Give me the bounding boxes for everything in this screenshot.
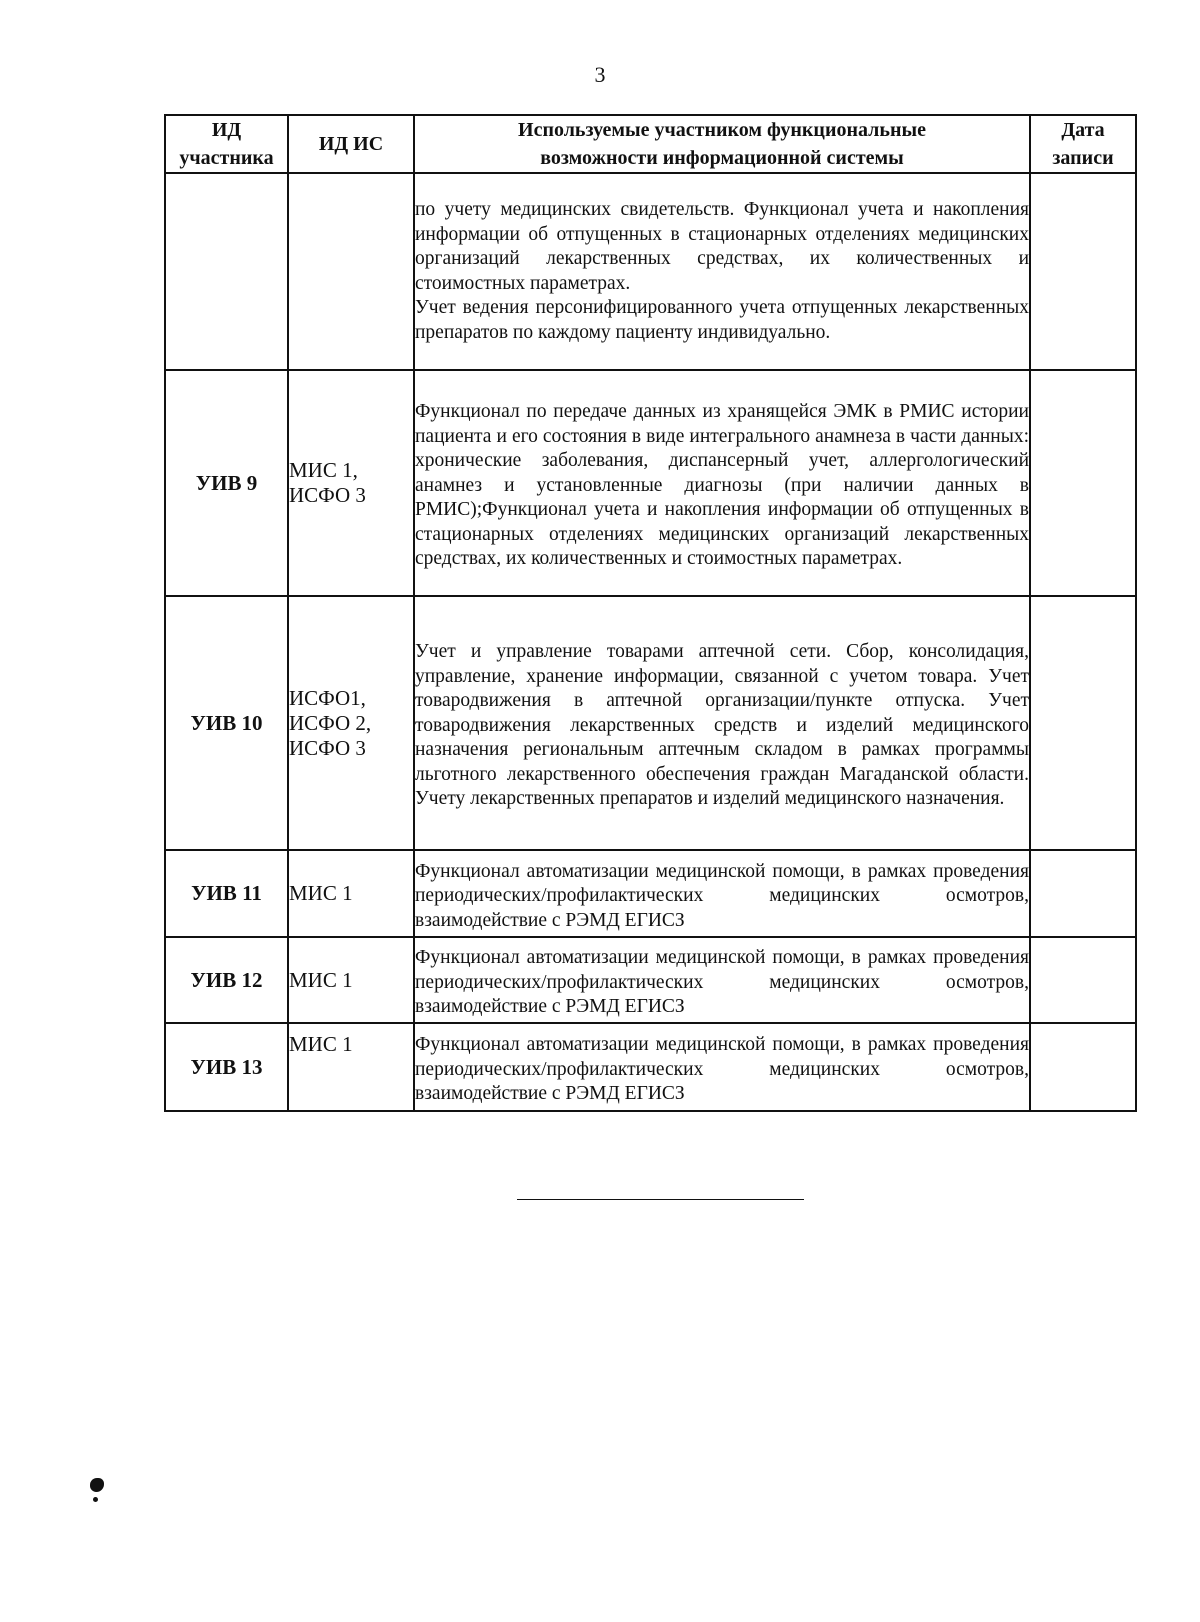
scan-speck <box>90 1478 104 1492</box>
functions-text: по учету медицинских свидетельств. Функционал учета и накопления информации об отпущенных в стационарных отделениях медицинских организаций лекарственных средствах, их количественных и стоимостных параметрах. <box>415 199 1029 294</box>
date-cell <box>1030 1023 1136 1111</box>
participant-id-cell: УИВ 9 <box>165 370 288 596</box>
participant-id-cell: УИВ 12 <box>165 937 288 1023</box>
date-cell <box>1030 370 1136 596</box>
table-row <box>165 937 1136 1023</box>
is-id-cell: ИСФО1, ИСФО 2, ИСФО 3 <box>288 596 414 850</box>
table-row <box>165 596 1136 850</box>
is-id-cell: МИС 1 <box>288 850 414 937</box>
header-functions: Используемые участником функциональные возможности информационной системы <box>414 115 1030 173</box>
table-row <box>165 370 1136 596</box>
functions-cell: Учет и управление товарами аптечной сети. Сбор, консолидация, управление, хранение информации, связанной с учетом товара. Учет товародвижения в аптечной организации/пункте отпуска. Учет товародвижения лекарственных средств и изделий медицинского назначения региональным аптечным складом в рамках программы льготного лекарственного обеспечения граждан Магаданской области. Учету лекарственных препаратов и изделий медицинского назначения. <box>414 596 1030 850</box>
functions-cell: Функционал автоматизации медицинской помощи, в рамках проведения периодических/профилактических медицинских осмотров, взаимодействие с РЭМД ЕГИСЗ <box>414 937 1030 1023</box>
participant-id-cell: УИВ 11 <box>165 850 288 937</box>
date-cell <box>1030 850 1136 937</box>
scan-speck-small <box>93 1497 98 1502</box>
participant-id-cell: УИВ 10 <box>165 596 288 850</box>
functions-cell <box>414 173 1030 370</box>
date-cell <box>1030 596 1136 850</box>
header-is-id: ИД ИС <box>288 115 414 173</box>
participants-table <box>164 114 1137 1112</box>
table-row <box>165 850 1136 937</box>
table-row <box>165 173 1136 370</box>
is-id-cell: МИС 1 <box>288 1023 414 1111</box>
is-id-cell <box>288 173 414 370</box>
page-number: 3 <box>594 62 606 87</box>
functions-cell: Функционал автоматизации медицинской помощи, в рамках проведения периодических/профилактических медицинских осмотров, взаимодействие с РЭМД ЕГИСЗ <box>414 1023 1030 1111</box>
functions-text-2: Учет ведения персонифицированного учета отпущенных лекарственных препаратов по каждому пациенту индивидуально. <box>415 297 1029 343</box>
date-cell <box>1030 937 1136 1023</box>
table-header-row <box>165 115 1136 173</box>
participant-id-cell <box>165 173 288 370</box>
functions-cell: Функционал по передаче данных из хранящейся ЭМК в РМИС истории пациента и его состояния в виде интегрального анамнеза в части данных: хронические заболевания, диспансерный учет, аллергологический анамнез и установленные диагнозы (при наличии данных в РМИС);Функционал учета и накопления информации об отпущенных в стационарных отделениях медицинских организаций лекарственных средствах, их количественных и стоимостных параметрах. <box>414 370 1030 596</box>
is-id-cell: МИС 1, ИСФО 3 <box>288 370 414 596</box>
table-row <box>165 1023 1136 1111</box>
functions-cell: Функционал автоматизации медицинской помощи, в рамках проведения периодических/профилактических медицинских осмотров, взаимодействие с РЭМД ЕГИСЗ <box>414 850 1030 937</box>
participant-id-cell: УИВ 13 <box>165 1023 288 1111</box>
header-participant-id: ИД участника <box>165 115 288 173</box>
date-cell <box>1030 173 1136 370</box>
is-id-cell: МИС 1 <box>288 937 414 1023</box>
end-divider-line <box>517 1199 804 1200</box>
header-date: Дата записи <box>1030 115 1136 173</box>
